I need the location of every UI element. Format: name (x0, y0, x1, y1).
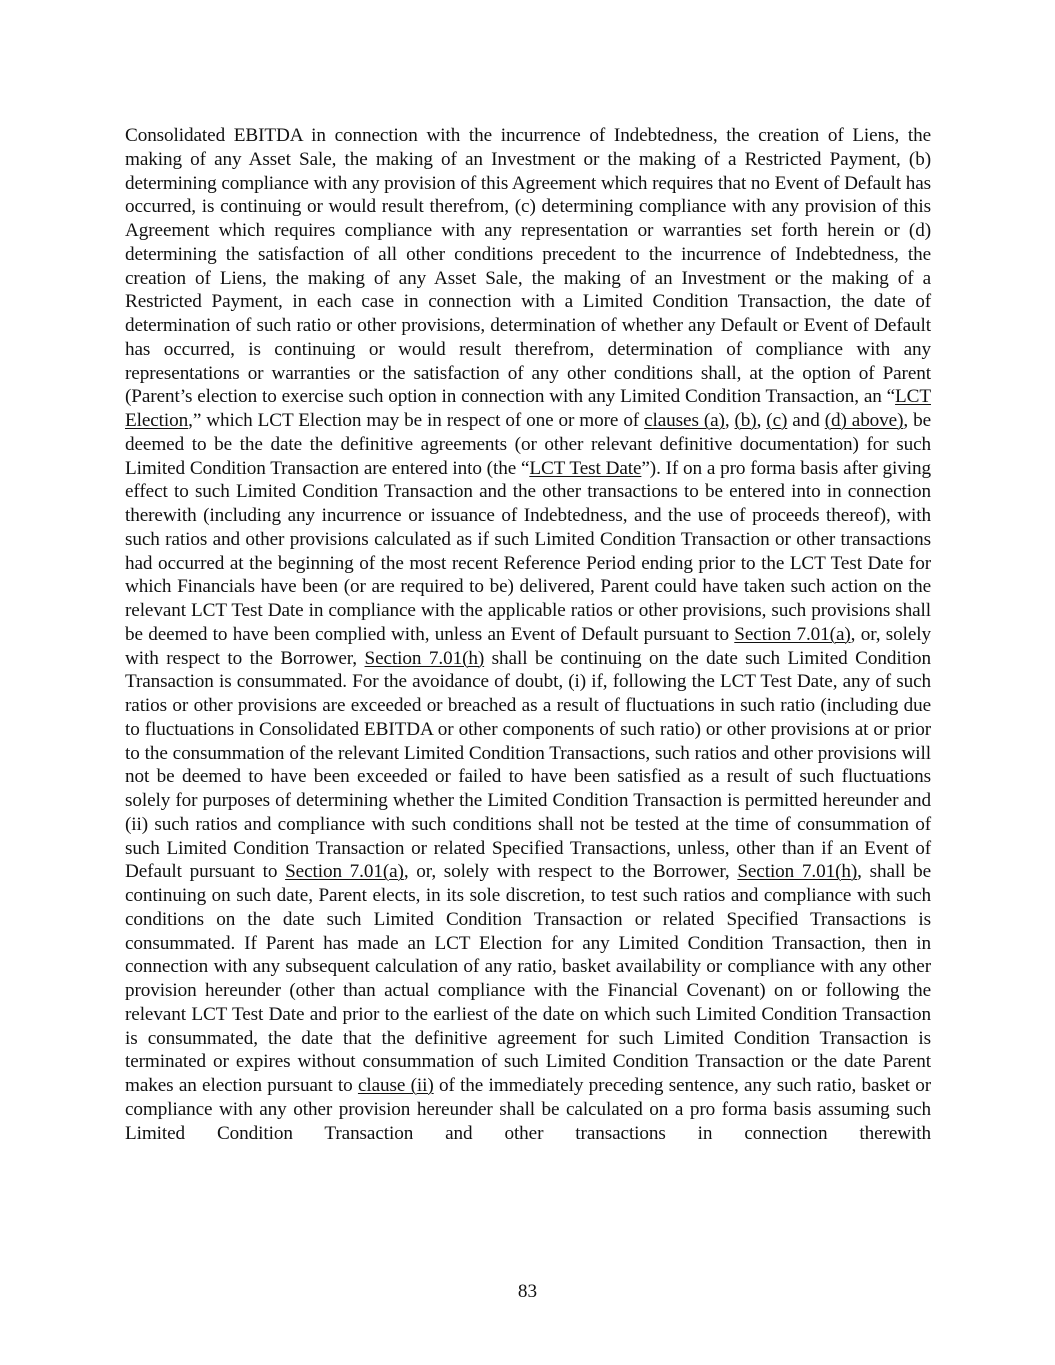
cross-reference-clause-d: (d) above) (824, 410, 904, 431)
body-paragraph (125, 124, 931, 1145)
text-segment: ,” which LCT Election may be in respect of one or more of (188, 410, 645, 431)
text-segment: Consolidated EBITDA in connection with the incurrence of Indebtedness, the creation of Liens, the making of any Asset Sale, the making of an Investment or the making of a Restricted Payment, (b) determining compliance with any provision of this Agreement which requires that no Event of Default has occurred, is continuing or would result therefrom, (c) determining compliance with any provision of this Agreement which requires compliance with any representation or warranties set forth herein or (d) determining the satisfaction of all other conditions precedent to the incurrence of Indebtedness, the creation of Liens, the making of any Asset Sale, the making of an Investment or the making of a Restricted Payment, in each case in connection with a Limited Condition Transaction, the date of determination of such ratio or other provisions, determination of whether any Default or Event of Default has occurred, is continuing or would result therefrom, determination of compliance with any representations or warranties or the satisfaction of any other conditions shall, at the option of Parent (Parent’s election to exercise such option in connection with any Limited Condition Transaction, an “ (125, 125, 931, 408)
defined-term-lct-election: LCT Election (125, 386, 931, 431)
cross-reference-clause-b: (b) (734, 410, 757, 431)
text-segment: shall be continuing on the date such Limited Condition Transaction is consummated. For the avoidance of doubt, (i) if, following the LCT Test Date, any of such ratios or other provisions are exceeded or breached as a result of fluctuations in such ratio (including due to fluctuations in Consolidated EBITDA or other components of such ratio) or other provisions at or prior to the consummation of the relevant Limited Condition Transactions, such ratios and other provisions will not be deemed to have been exceeded or failed to have been satisfied as a result of such fluctuations solely for purposes of determining whether the Limited Condition Transaction is permitted hereunder and (ii) such ratios and compliance with such conditions shall not be tested at the time of consummation of such Limited Condition Transaction or related Specified Transactions, unless, other than if an Event of Default pursuant to (125, 647, 931, 883)
text-segment: , shall be continuing on such date, Parent elects, in its sole discretion, to test such ratios and compliance with such conditions on the date such Limited Condition Transaction or related Specified Transactions is consummated. If Parent has made an LCT Election for any Limited Condition Transaction, then in connection with any subsequent calculation of any ratio, basket availability or compliance with any other provision hereunder (other than actual compliance with the Financial Covenant) on or following the relevant LCT Test Date and prior to the earliest of the date on which such Limited Condition Transaction is consummated, the date that the definitive agreement for such Limited Condition Transaction is terminated or expires without consummation of such Limited Condition Transaction or the date Parent makes an election pursuant to (125, 861, 932, 1096)
cross-reference-section-7-01-a: Section 7.01(a) (734, 623, 851, 645)
defined-term-lct-test-date: LCT Test Date (529, 457, 642, 479)
text-segment: , be deemed to be the date the definitive agreements (or other relevant definitive documentation) for such Limited Condition Transaction are entered into (the “ (125, 410, 931, 479)
text-segment: , or, solely with respect to the Borrower, (403, 861, 738, 883)
cross-reference-clause-ii: clause (ii) (357, 1075, 434, 1096)
text-segment: and (787, 410, 825, 431)
cross-reference-clause-c: (c) (766, 410, 788, 431)
text-segment: of the immediately preceding sentence, any such ratio, basket or compliance with any other provision hereunder shall be calculated on a pro forma basis assuming such Limited Condition Transaction and other transactions in connection therewith (125, 1075, 931, 1144)
text-segment: ”). If on a pro forma basis after giving effect to such Limited Condition Transaction and the other transactions to be entered into in connection therewith (including any incurrence or issuance of Indebtedness, and the use of proceeds thereof), with such ratios and other provisions calculated as if such Limited Condition Transaction or other transactions had occurred at the beginning of the most recent Reference Period ending prior to the LCT Test Date for which Financials have been (or are required to be) delivered, Parent could have taken such action on the relevant LCT Test Date in compliance with the applicable ratios or other provisions, such provisions shall be deemed to have been complied with, unless an Event of Default pursuant to (125, 457, 931, 645)
page-number: 83 (517, 1281, 538, 1302)
cross-reference-section-7-01-a: Section 7.01(a) (285, 861, 404, 883)
cross-reference-clause-a: clauses (a) (644, 410, 725, 431)
text-segment: , (756, 410, 767, 431)
text-segment: , or, solely with respect to the Borrower, (125, 623, 931, 669)
cross-reference-section-7-01-h: Section 7.01(h) (737, 861, 858, 883)
text-segment: , (724, 410, 735, 431)
cross-reference-section-7-01-h: Section 7.01(h) (364, 647, 485, 669)
